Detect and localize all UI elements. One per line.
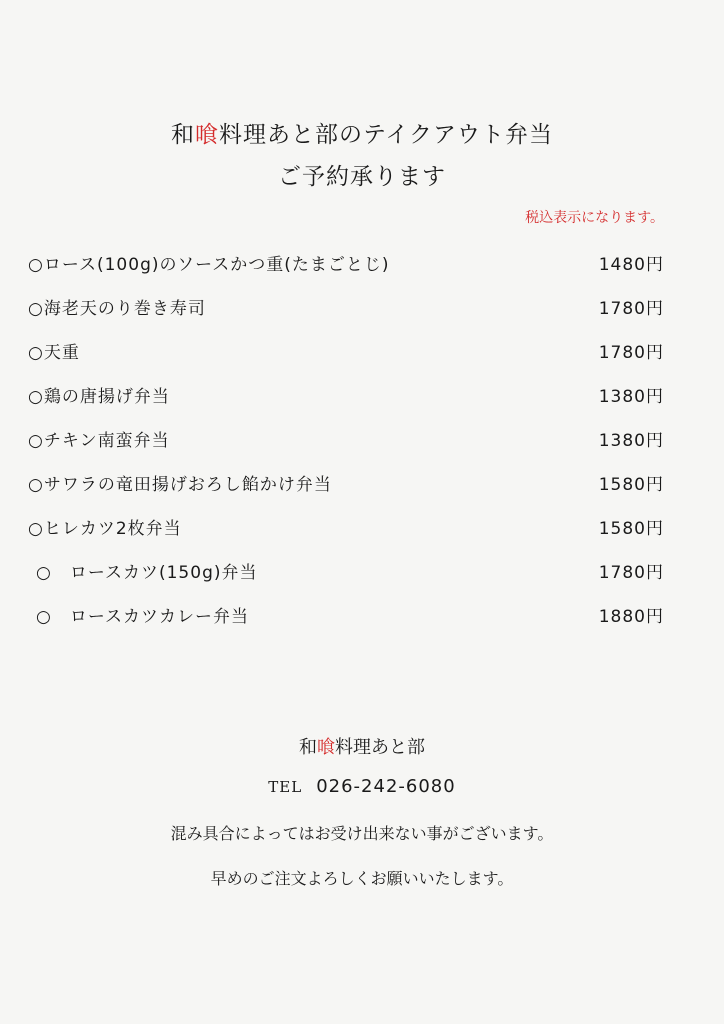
menu-item-price: 1580円 xyxy=(598,519,664,539)
menu-item-price: 1780円 xyxy=(598,343,664,363)
menu-item-price: 1380円 xyxy=(598,387,664,407)
menu-item xyxy=(28,330,668,374)
menu-item-name: ○ヒレカツ2枚弁当 xyxy=(28,519,182,539)
menu-item-name: ○ ロースカツカレー弁当 xyxy=(36,607,249,627)
tel-number: 026-242-6080 xyxy=(316,776,456,797)
menu-item xyxy=(28,550,668,594)
menu-item-name: ○サワラの竜田揚げおろし餡かけ弁当 xyxy=(28,475,332,495)
menu-item-name: ○海老天のり巻き寿司 xyxy=(28,299,206,319)
menu-item xyxy=(28,286,668,330)
menu-item-name: ○天重 xyxy=(28,343,80,363)
menu-item xyxy=(28,594,668,638)
menu-item-price: 1780円 xyxy=(598,563,664,583)
notice-busy: 混み具合によってはお受け出来ない事がございます。 xyxy=(170,824,554,843)
menu-item-price: 1480円 xyxy=(598,255,664,275)
menu-item-name: ○ロース(100g)のソースかつ重(たまごとじ) xyxy=(28,255,390,275)
menu-item-name: ○ ロースカツ(150g)弁当 xyxy=(36,563,258,583)
shop-name-red-char: 喰 xyxy=(317,737,335,758)
menu-item-price: 1880円 xyxy=(598,607,664,627)
tel-label: TEL xyxy=(268,778,303,796)
menu-item-name: ○鶏の唐揚げ弁当 xyxy=(28,387,170,407)
page-title xyxy=(0,116,724,149)
menu-item xyxy=(28,462,668,506)
title-part2: 料理あと部のテイクアウト弁当 xyxy=(219,122,553,148)
shop-name xyxy=(0,733,724,759)
shop-name-part1: 和 xyxy=(299,737,317,758)
tax-note: 税込表示になります。 xyxy=(525,210,664,226)
menu-list xyxy=(28,242,668,638)
title-part1: 和 xyxy=(171,122,196,148)
menu-item-name: ○チキン南蛮弁当 xyxy=(28,431,170,451)
menu-item-price: 1380円 xyxy=(598,431,664,451)
page-subtitle: ご予約承ります xyxy=(278,164,446,190)
title-red-char: 喰 xyxy=(195,122,220,148)
phone-line xyxy=(0,776,724,797)
menu-item xyxy=(28,506,668,550)
menu-item xyxy=(28,418,668,462)
shop-name-part2: 料理あと部 xyxy=(335,737,425,758)
menu-item xyxy=(28,374,668,418)
notice-order-early: 早めのご注文よろしくお願いいたします。 xyxy=(210,869,514,888)
menu-item-price: 1780円 xyxy=(598,299,664,319)
menu-item xyxy=(28,242,668,286)
menu-item-price: 1580円 xyxy=(598,475,664,495)
